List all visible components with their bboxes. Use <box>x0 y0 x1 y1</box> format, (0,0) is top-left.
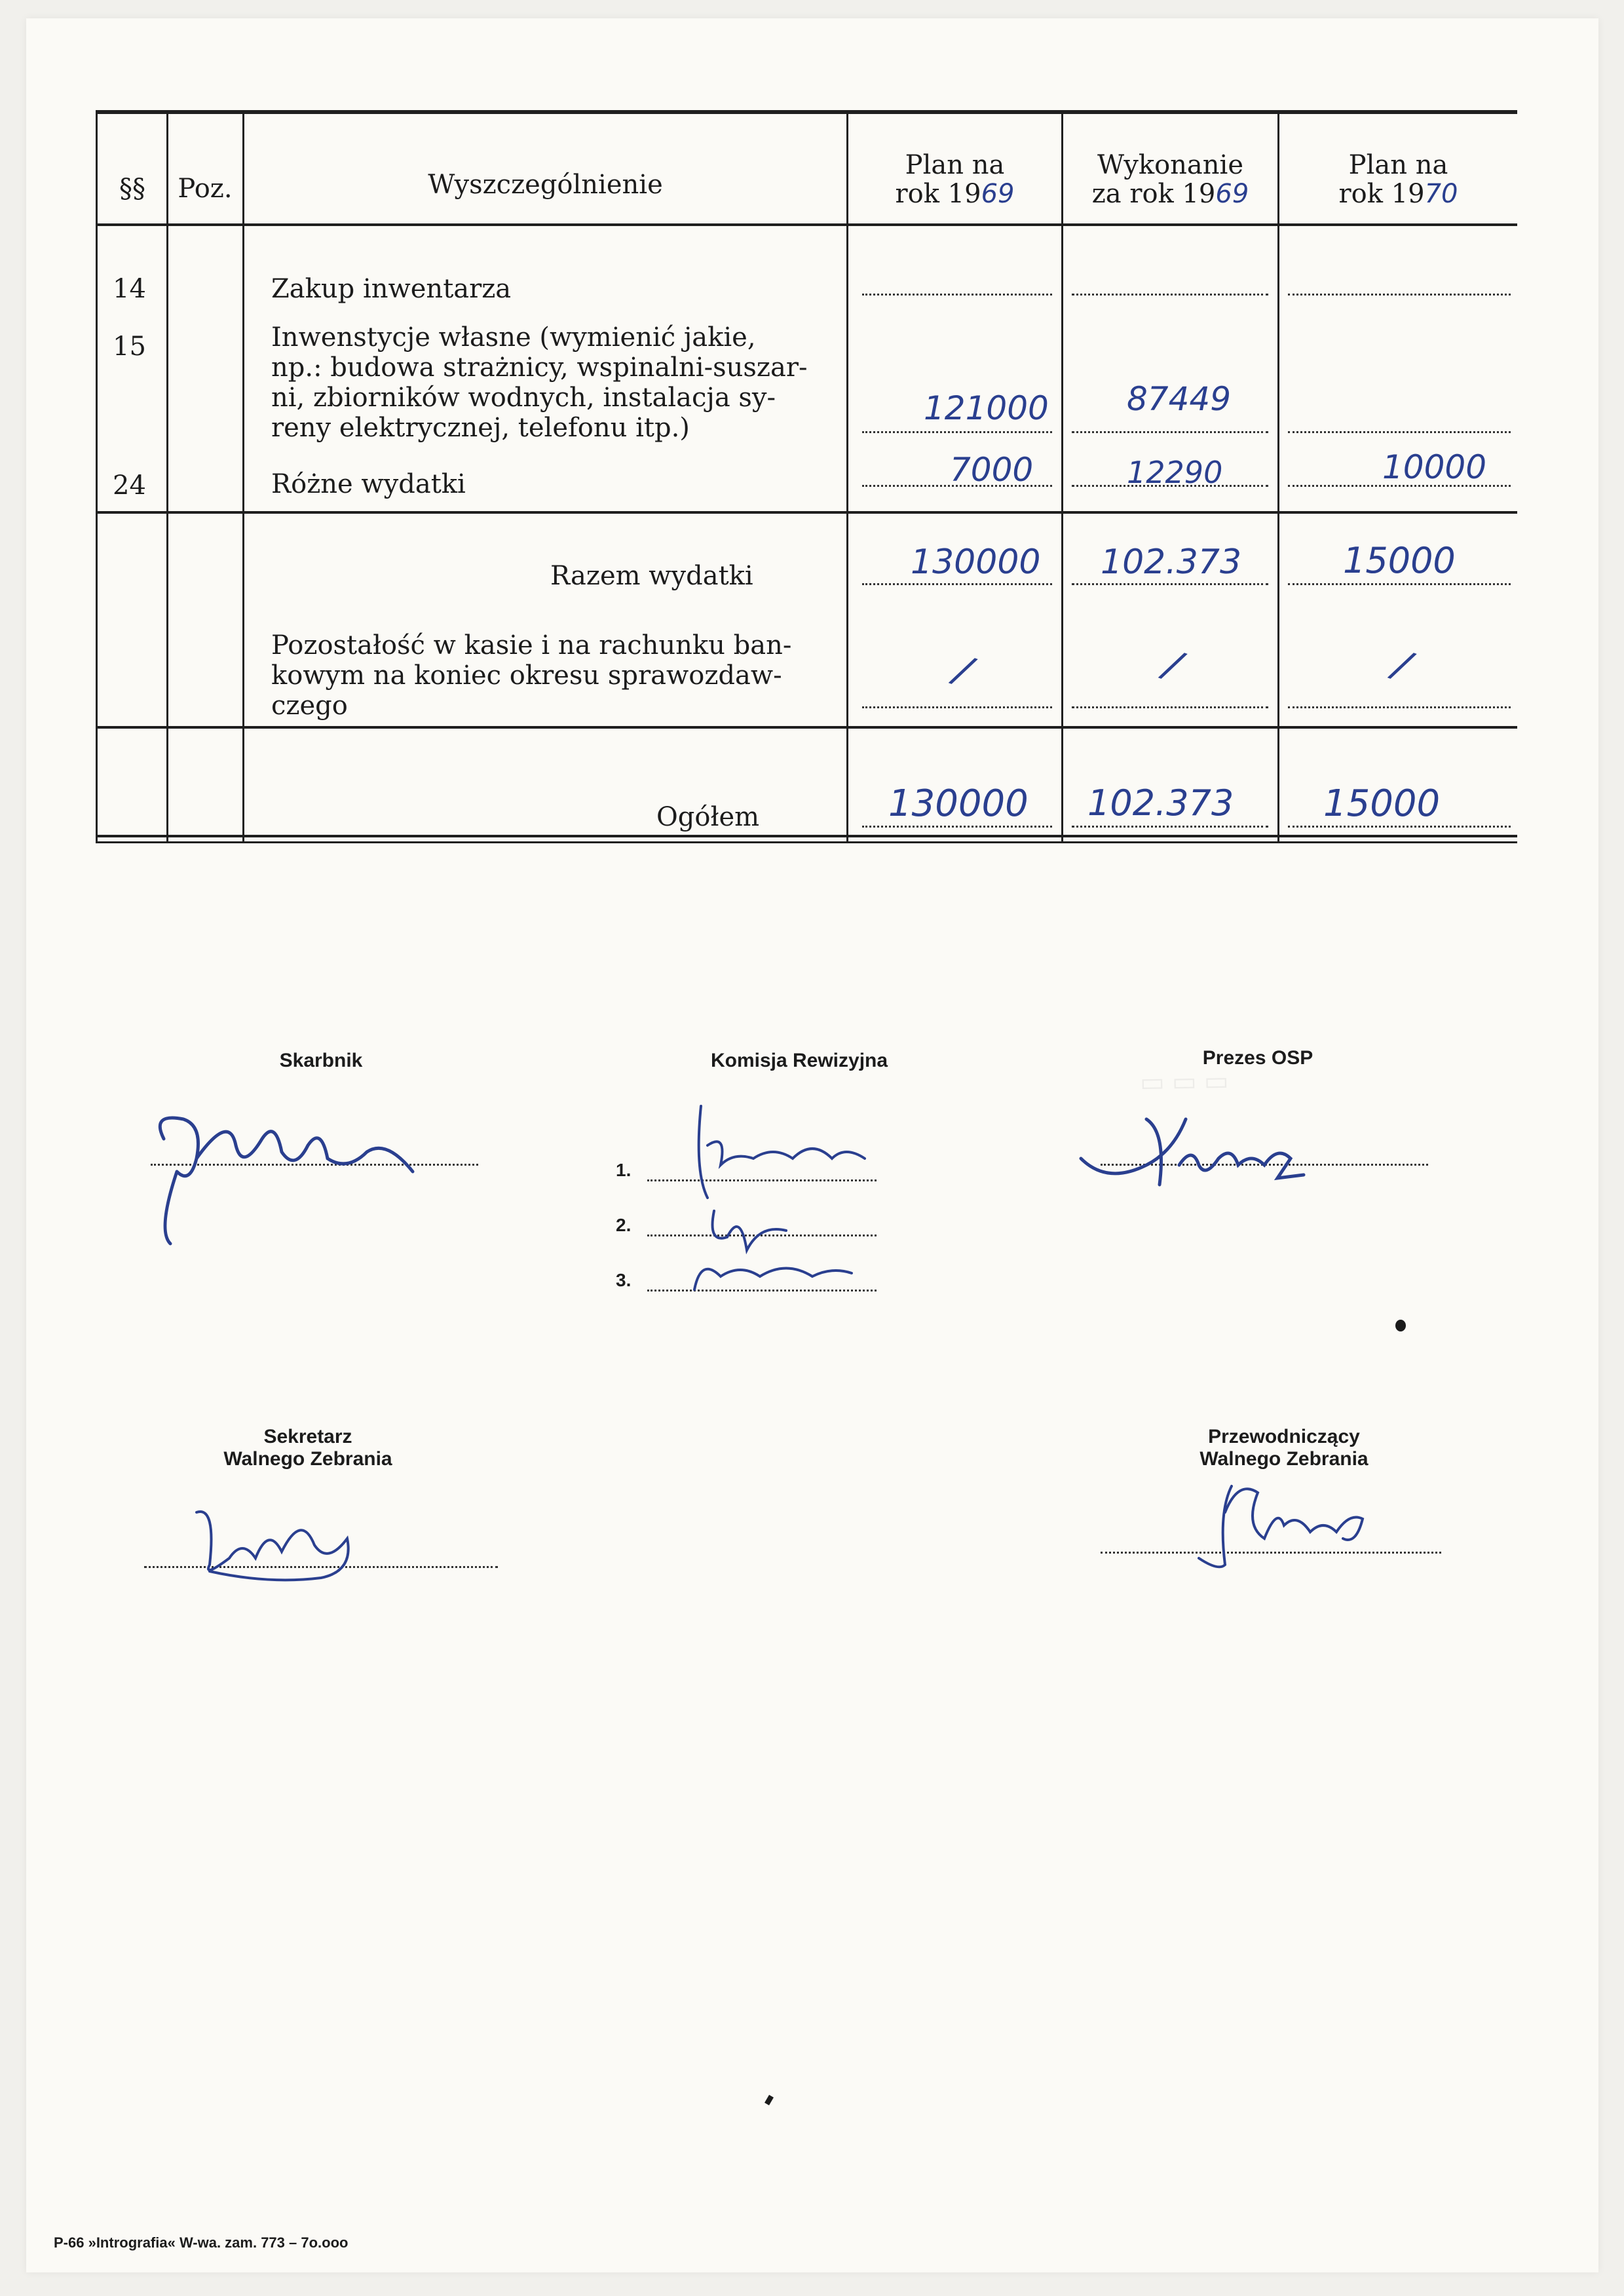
audit-member-2-number: 2. <box>616 1215 632 1235</box>
treasurer-signature <box>138 1073 465 1250</box>
row-15-plan-line <box>862 431 1052 433</box>
header-ss: §§ <box>119 174 145 204</box>
col-line-poz <box>242 110 244 843</box>
row-14-next-line <box>1288 294 1511 296</box>
row-15-desc-line4: reny elektrycznej, telefonu itp.) <box>271 413 690 443</box>
printer-imprint: P-66 »Intrografia« W-wa. zam. 773 – 7o.ooo <box>54 2234 349 2251</box>
audit-member-1-number: 1. <box>616 1160 632 1180</box>
col-line-ss <box>166 110 168 843</box>
header-exec-label: za rok 19 <box>1091 179 1216 209</box>
row-15-exec-line <box>1072 431 1268 433</box>
header-plan-next-line2 <box>1279 180 1517 208</box>
chairman-label-line2: Walnego Zebrania <box>1199 1448 1369 1470</box>
row-15-desc-line1: Inwenstycje własne (wymienić jakie, <box>271 322 756 353</box>
balance-desc-line1: Pozostałość w kasie i na rachunku ban- <box>271 630 792 660</box>
grand-total-plan-line <box>862 826 1052 828</box>
header-exec-year: 69 <box>1215 179 1249 209</box>
balance-exec-line <box>1072 706 1268 708</box>
header-description: Wyszczególnienie <box>428 170 663 200</box>
balance-exec-dash: / <box>1158 641 1187 689</box>
header-plan-prev-line1: Plan na <box>905 150 1005 180</box>
table-top-rule <box>96 110 1517 114</box>
balance-plan-dash: / <box>949 646 977 695</box>
rows-bottom-rule <box>96 511 1517 514</box>
balance-desc-line2: kowym na koniec okresu sprawozdaw- <box>271 660 782 691</box>
row-15-plan-value: 121000 <box>924 389 1049 427</box>
president-label: Prezes OSP <box>1202 1047 1313 1069</box>
balance-plan-line <box>862 706 1052 708</box>
row-15-exec-value: 87449 <box>1127 380 1232 418</box>
total-expenses-plan: 130000 <box>911 543 1041 582</box>
balance-bottom-rule <box>96 726 1517 729</box>
bleed-through-text: ▭ ▭ ▭ <box>1139 1066 1229 1098</box>
row-14-plan-line <box>862 294 1052 296</box>
total-expenses-exec: 102.373 <box>1101 543 1242 582</box>
total-expenses-next-line <box>1288 583 1511 585</box>
row-24-plan-line <box>862 485 1052 487</box>
balance-next-line <box>1288 706 1511 708</box>
total-expenses-exec-line <box>1072 583 1268 585</box>
grand-total-label: Ogółem <box>656 802 760 832</box>
president-signature <box>1068 1093 1330 1198</box>
secretary-label-line2: Walnego Zebrania <box>223 1448 392 1470</box>
row-15-ss: 15 <box>113 332 146 362</box>
header-plan-next-year: 70 <box>1424 179 1458 209</box>
balance-next-dash: / <box>1388 641 1416 689</box>
table-bottom-rule-2 <box>96 841 1517 843</box>
header-bottom-rule <box>96 223 1517 226</box>
row-24-exec-line <box>1072 485 1268 487</box>
total-expenses-label: Razem wydatki <box>550 561 753 591</box>
audit-committee-label: Komisja Rewizyjna <box>710 1050 888 1071</box>
row-14-ss: 14 <box>113 274 146 304</box>
header-plan-next-label: rok 19 <box>1338 179 1425 209</box>
total-expenses-next: 15000 <box>1343 540 1456 581</box>
chairman-label-line1: Przewodniczący <box>1208 1426 1360 1447</box>
secretary-label-line1: Sekretarz <box>263 1426 352 1447</box>
ink-dot <box>1395 1320 1406 1331</box>
audit-member-3-number: 3. <box>616 1270 632 1290</box>
header-plan-next-line1: Plan na <box>1348 150 1448 180</box>
row-24-next-value: 10000 <box>1382 448 1487 486</box>
header-plan-prev-year: 69 <box>981 179 1015 209</box>
col-line-exec <box>1277 110 1279 843</box>
chairman-label <box>1173 1426 1395 1470</box>
row-24-ss: 24 <box>113 470 146 501</box>
header-plan-prev <box>848 151 1061 208</box>
total-expenses-plan-line <box>862 583 1052 585</box>
grand-total-plan: 130000 <box>888 782 1029 825</box>
row-15-next-line <box>1288 431 1511 433</box>
secretary-label <box>210 1426 406 1470</box>
col-line-plan <box>1061 110 1063 843</box>
balance-desc-line3: czego <box>271 691 348 721</box>
header-exec <box>1063 151 1277 208</box>
document-page <box>26 18 1598 2272</box>
header-plan-next <box>1279 151 1517 208</box>
treasurer-label: Skarbnik <box>279 1050 363 1071</box>
chairman-signature <box>1179 1473 1402 1578</box>
grand-total-exec-line <box>1072 826 1268 828</box>
row-24-plan-value: 7000 <box>950 451 1034 489</box>
row-24-desc: Różne wydatki <box>271 469 466 499</box>
col-line-desc <box>846 110 848 843</box>
col-line-left <box>96 110 98 843</box>
ink-speck <box>765 2095 774 2105</box>
header-exec-line2 <box>1063 180 1277 208</box>
header-plan-prev-line2 <box>848 180 1061 208</box>
row-14-exec-line <box>1072 294 1268 296</box>
row-24-next-line <box>1288 485 1511 487</box>
header-plan-prev-label: rok 19 <box>895 179 981 209</box>
row-14-desc: Zakup inwentarza <box>271 274 512 304</box>
header-exec-line1: Wykonanie <box>1097 150 1243 180</box>
audit-signatures <box>668 1093 904 1303</box>
grand-total-next-line <box>1288 826 1511 828</box>
row-15-desc-line2: np.: budowa strażnicy, wspinalni-suszar- <box>271 353 808 383</box>
grand-total-next: 15000 <box>1323 782 1441 825</box>
row-24-exec-value: 12290 <box>1127 455 1223 490</box>
table-bottom-rule <box>96 835 1517 837</box>
grand-total-exec: 102.373 <box>1087 782 1234 824</box>
header-poz: Poz. <box>178 174 233 204</box>
secretary-signature <box>170 1486 380 1591</box>
row-15-desc-line3: ni, zbiorników wodnych, instalacja sy- <box>271 383 776 413</box>
